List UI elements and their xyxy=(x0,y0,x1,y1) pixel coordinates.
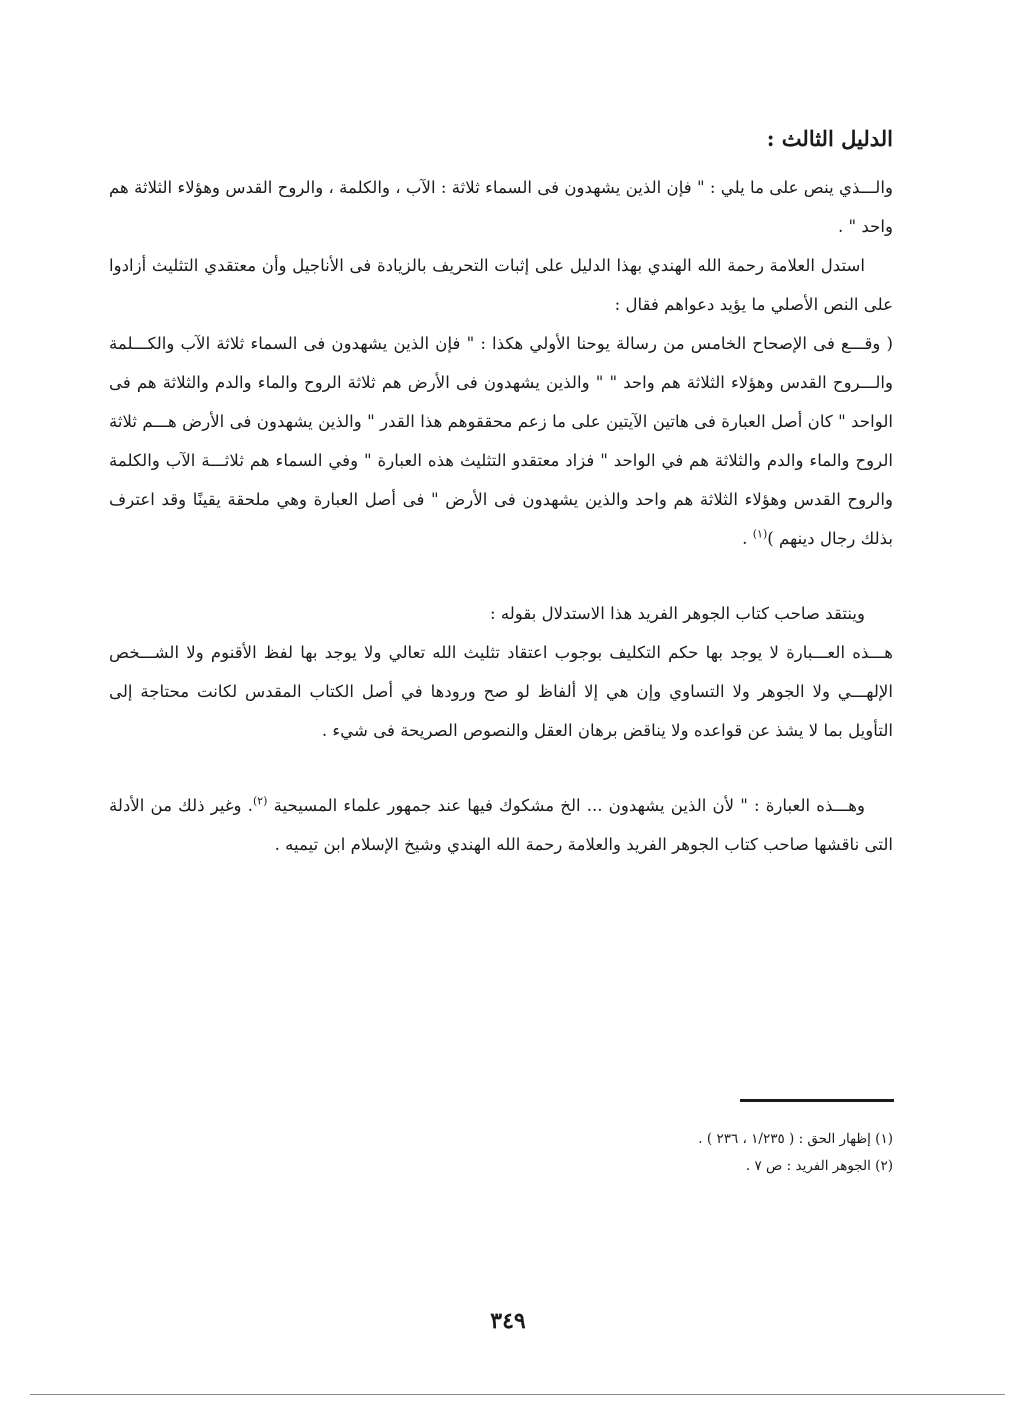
footnote-item: (١) إظهار الحق : ( ١/٢٣٥ ، ٢٣٦ ) . xyxy=(698,1131,893,1147)
paragraph-critique-intro xyxy=(109,594,893,633)
paragraph-text-continued: . وغير ذلك من الأدلة التى ناقشها صاحب كتاب الجوهر الفريد والعلامة رحمة الله الهندي وشيخ الإسلام ابن تيميه . xyxy=(109,796,893,854)
section-heading: الدليل الثالث : xyxy=(766,126,893,151)
footnote-ref-1[interactable]: (١) xyxy=(752,527,768,541)
paragraph-quoted-verse xyxy=(109,168,893,246)
footnote-ref-2[interactable]: (٢) xyxy=(252,794,268,808)
paragraph-text: والـــذي ينص على ما يلي : " فإن الذين يشهدون فى السماء ثلاثة : الآب ، والكلمة ، والروح القدس وهؤلاء الثلاثة هم واحد " . xyxy=(109,178,893,236)
footnote-divider xyxy=(740,1099,894,1102)
footnote-item: (٢) الجوهر الفريد : ص ٧ . xyxy=(745,1158,893,1174)
paragraph-text: استدل العلامة رحمة الله الهندي بهذا الدليل على إثبات التحريف بالزيادة فى الأناجيل وأن معتقدي التثليث أزادوا على النص الأصلي ما يؤيد دعواهم فقال : xyxy=(109,256,893,314)
paragraph-argument xyxy=(109,246,893,324)
paragraph-text: وهـــذه العبارة : " لأن الذين يشهدون ... الخ مشكوك فيها عند جمهور علماء المسيحية xyxy=(273,796,866,815)
paragraph-end: . xyxy=(742,529,748,548)
paragraph-conclusion xyxy=(109,786,893,864)
paragraph-text: هـــذه العـــبارة لا يوجد بها حكم التكليف بوجوب اعتقاد تثليث الله تعالي ولا يوجد بها لفظ الأقنوم ولا الشـــخص الإلهـــي ولا الجوهر ولا التساوي وإن هي إلا ألفاظ لو صح ورودها في أصل الكتاب المقدس لكانت محتاجة إلى التأويل بما لا يشذ عن قواعده ولا يناقض برهان العقل والنصوص الصريحة فى شيء . xyxy=(109,643,893,740)
page-number: ٣٤٩ xyxy=(490,1308,526,1334)
footnotes-list xyxy=(493,1126,893,1180)
paragraph-text: وينتقد صاحب كتاب الجوهر الفريد هذا الاستدلال بقوله : xyxy=(489,604,865,623)
paragraph-long-quotation xyxy=(109,324,893,558)
paragraph-critique-text xyxy=(109,633,893,750)
bottom-scan-line xyxy=(30,1394,1005,1395)
paragraph-text: ( وقـــع فى الإصحاح الخامس من رسالة يوحنا الأولي هكذا : " فإن الذين يشهدون فى السماء ثلاثة الآب والكـــلمة والـــروح القدس وهؤلاء الثلاثة هم واحد " " والذين يشهدون فى الأرض هم ثلاثة الروح والماء والدم والثلاثة هم فى الواحد " كان أصل العبارة فى هاتين الآيتين على ما زعم محققوهم هذا القدر " والذين يشهدون فى الأرض هـــم ثلاثة الروح والماء والدم والثلاثة هم في الواحد " فزاد معتقدو التثليث هذه العبارة " وفي السماء هم ثلاثـــة الآب والكلمة والروح القدس وهؤلاء الثلاثة هم واحد والذين يشهدون فى الأرض " فى أصل العبارة وهي ملحقة يقينًا وقد اعترف بذلك رجال دينهم ) xyxy=(109,334,893,548)
